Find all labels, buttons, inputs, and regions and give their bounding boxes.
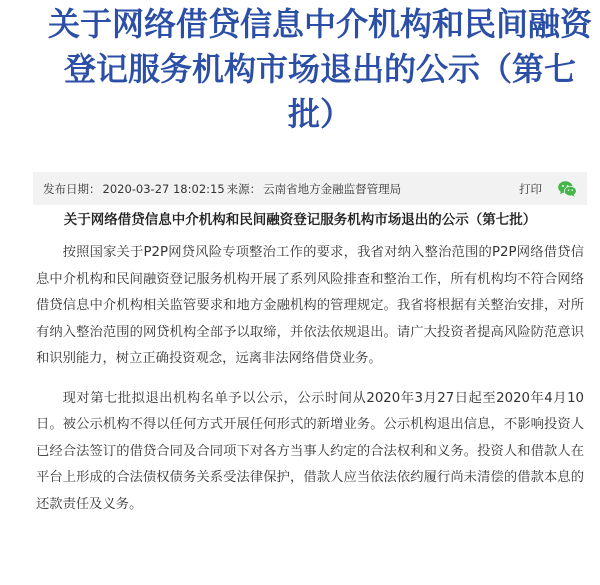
publish-date-label: 发布日期： bbox=[43, 181, 101, 196]
article-body bbox=[36, 240, 584, 531]
article-tools bbox=[519, 181, 577, 197]
article-paragraph-2: 现对第七批拟退出机构名单予以公示，公示时间从2020年3月27日起至2020年4月10日。被公示机构不得以任何方式开展任何形式的新增业务。公示机构退出信息，不影响投资人已经合法签订的借贷合同及合同项下对各方当事人约定的合法权利和义务。投资人和借款人在平台上形成的合法债权债务关系受法律保护，借款人应当依法依约履行尚未清偿的借款本息的还款责任及义务。 bbox=[36, 390, 584, 512]
source-label: 来源： bbox=[226, 181, 262, 196]
page-headline bbox=[0, 2, 600, 137]
publish-info bbox=[43, 181, 403, 197]
publish-date-value: 2020-03-27 18:02:15 bbox=[102, 181, 225, 196]
wechat-icon-graphic bbox=[558, 181, 577, 197]
headline-line-3: 批） bbox=[287, 95, 352, 133]
headline-line-2: 登记服务机构市场退出的公示（第七 bbox=[63, 50, 576, 88]
source-value: 云南省地方金融监督管理局 bbox=[263, 181, 402, 196]
wechat-icon[interactable] bbox=[558, 181, 577, 197]
print-button[interactable]: 打印 bbox=[519, 181, 542, 196]
headline-line-1: 关于网络借贷信息中介机构和民间融资 bbox=[47, 5, 592, 43]
article-meta-bar bbox=[33, 172, 587, 205]
article-paragraph-1: 按照国家关于P2P网贷风险专项整治工作的要求，我省对纳入整治范围的P2P网络借贷信息中介机构和民间融资登记服务机构开展了系列风险排查和整治工作，所有机构均不符合网络借贷信息中介机构相关监管要求和地方金融机构的管理规定。我省将根据有关整治安排，对所有纳入整治范围的网贷机构全部予以取缔，并依法依规退出。请广大投资者提高风险防范意识和识别能力，树立正确投资观念，远离非法网络借贷业务。 bbox=[36, 245, 584, 366]
article-title: 关于网络借贷信息中介机构和民间融资登记服务机构市场退出的公示（第七批） bbox=[63, 212, 537, 228]
